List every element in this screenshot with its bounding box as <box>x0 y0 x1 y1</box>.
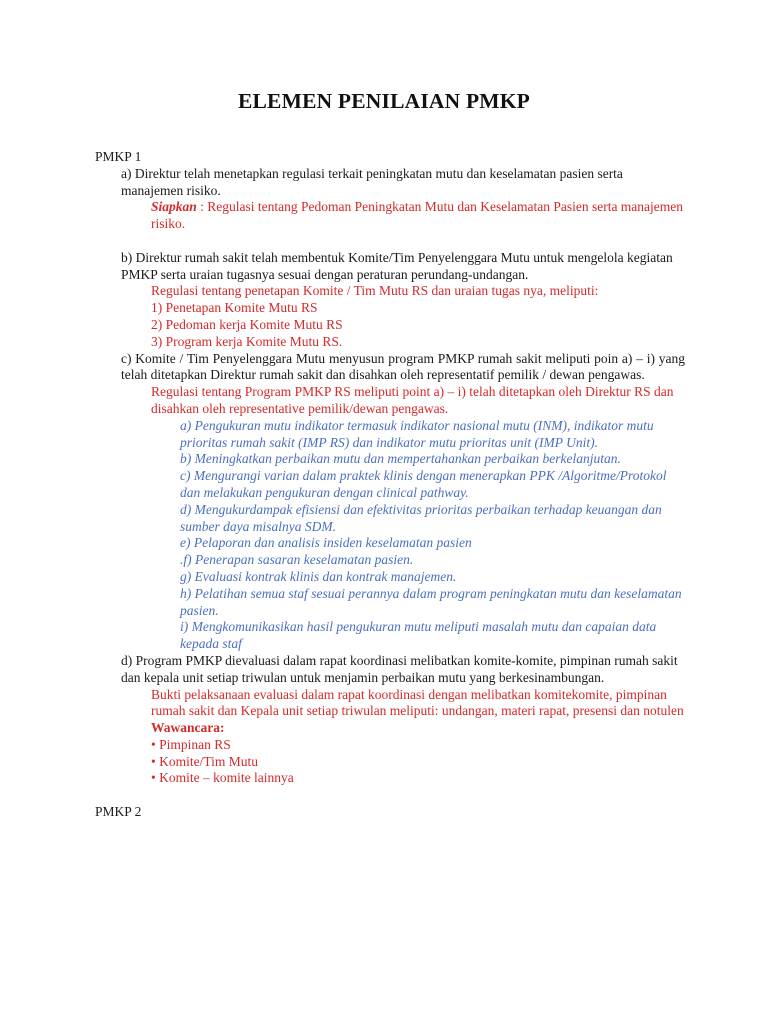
item-a-prepare <box>151 199 685 233</box>
item-d-evidence: Bukti pelaksanaan evaluasi dalam rapat koordinasi dengan melibatkan komitekomite, pimpinan rumah sakit dan Kepala unit setiap triwulan meliputi: undangan, materi rapat, presensi dan notulen <box>151 686 684 719</box>
list-item: i) Mengkomunikasikan hasil pengukuran mutu meliputi masalah mutu dan capaian data kepada staf <box>180 619 657 652</box>
document-body <box>95 149 685 821</box>
list-item: • Komite/Tim Mutu <box>151 754 685 771</box>
list-item: 2) Pedoman kerja Komite Mutu RS <box>151 316 343 332</box>
list-item: 3) Program kerja Komite Mutu RS. <box>151 333 343 349</box>
list-item: 1) Penetapan Komite Mutu RS <box>151 300 318 316</box>
interview-label: Wawancara: <box>151 720 225 736</box>
item-d-text: d) Program PMKP dievaluasi dalam rapat koordinasi melibatkan komite-komite, pimpinan rumah sakit dan kepala unit setiap triwulan untuk menjamin perbaikan mutu yang berkesinambungan. <box>121 652 678 685</box>
document-title: ELEMEN PENILAIAN PMKP <box>237 89 531 113</box>
list-item: h) Pelatihan semua staf sesuai perannya dalam program peningkatan mutu dan keselamatan pasien. <box>180 585 682 618</box>
list-item: .f) Penerapan sasaran keselamatan pasien. <box>180 552 414 568</box>
list-item: b) Meningkatkan perbaikan mutu dan mempertahankan perbaikan berkelanjutan. <box>180 451 621 467</box>
list-item: • Pimpinan RS <box>151 737 685 754</box>
list-item: a) Pengukuran mutu indikator termasuk indikator nasional mutu (INM), indikator mutu prioritas rumah sakit (IMP RS) dan indikator mutu prioritas unit (IMP Unit). <box>180 417 654 450</box>
list-item: d) Mengukurdampak efisiensi dan efektivitas prioritas perbaikan terhadap keuangan dan sumber daya misalnya SDM. <box>180 501 662 534</box>
list-item: c) Mengurangi varian dalam praktek klinis dengan menerapkan PPK /Algoritme/Protokol dan melakukan pengukuran dengan clinical pathway. <box>180 468 667 500</box>
section-label-pmkp2: PMKP 2 <box>95 804 142 820</box>
section-label-pmkp1: PMKP 1 <box>95 149 142 164</box>
spacer <box>95 233 685 250</box>
item-b-text: b) Direktur rumah sakit telah membentuk Komite/Tim Penyelenggara Mutu untuk mengelola kegiatan PMKP serta uraian tugasnya sesuai dengan peraturan perundang-undangan. <box>121 249 673 282</box>
list-item: e) Pelaporan dan analisis insiden keselamatan pasien <box>180 535 472 551</box>
item-c-text: c) Komite / Tim Penyelenggara Mutu menyusun program PMKP rumah sakit meliputi poin a) – i) yang telah ditetapkan Direktur rumah sakit dan disahkan oleh representatif pemilik / dewan pengawas. <box>121 350 685 383</box>
prepare-text: : Regulasi tentang Pedoman Peningkatan Mutu dan Keselamatan Pasien serta manajemen risiko. <box>151 199 684 232</box>
item-b-regulation: Regulasi tentang penetapan Komite / Tim Mutu RS dan uraian tugas nya, meliputi: <box>151 283 599 299</box>
item-c-regulation: Regulasi tentang Program PMKP RS meliputi point a) – i) telah ditetapkan oleh Direktur RS dan disahkan oleh representative pemilik/dewan pengawas. <box>151 384 674 416</box>
list-item: • Komite – komite lainnya <box>151 770 685 787</box>
list-item: g) Evaluasi kontrak klinis dan kontrak manajemen. <box>180 568 457 584</box>
prepare-label: Siapkan <box>151 199 197 215</box>
spacer <box>95 787 685 804</box>
item-a-text: a) Direktur telah menetapkan regulasi terkait peningkatan mutu dan keselamatan pasien serta manajemen risiko. <box>121 165 623 198</box>
